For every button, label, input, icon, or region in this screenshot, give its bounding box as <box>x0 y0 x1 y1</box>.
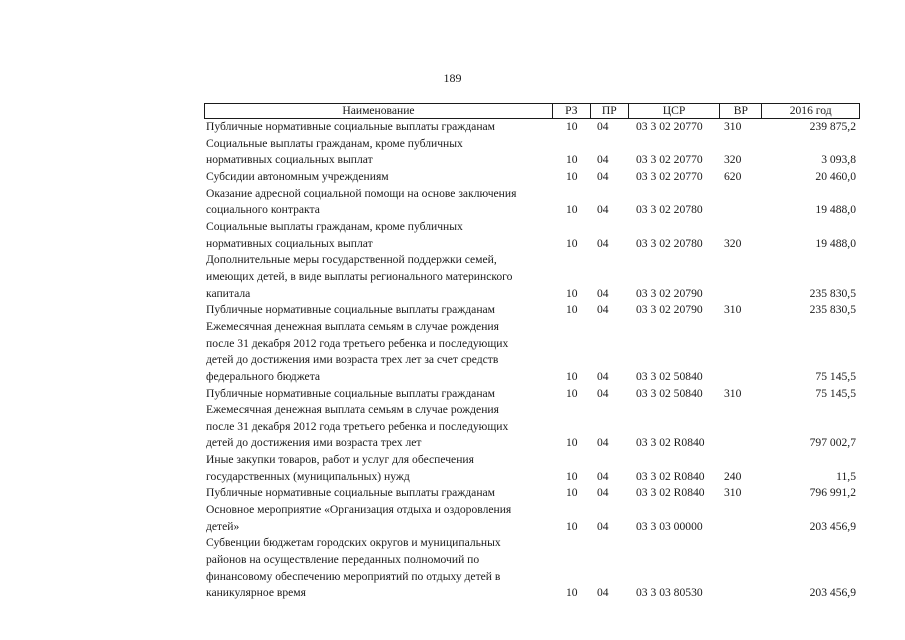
row-pr: 04 <box>597 286 609 300</box>
table-row <box>204 402 860 452</box>
header-csr: ЦСР <box>628 104 720 118</box>
row-name: Оказание адресной социальной помощи на основе заключения социального контракта <box>206 186 517 217</box>
row-name: Основное мероприятие «Организация отдыха и оздоровления детей» <box>206 503 512 533</box>
row-sum: 75 145,5 <box>815 386 856 400</box>
row-csr: 03 3 03 80530 <box>636 586 703 600</box>
row-pr: 04 <box>597 386 609 400</box>
row-name: Субвенции бюджетам городских округов и муниципальных районов на осуществление переданных полномочий по финансовому обеспечению мероприятий по отдыху детей в каникулярное время <box>206 536 501 600</box>
row-name: Публичные нормативные социальные выплаты гражданам <box>206 486 495 500</box>
row-name: Публичные нормативные социальные выплаты гражданам <box>206 120 495 133</box>
row-csr: 03 3 02 50840 <box>636 386 703 400</box>
row-sum: 20 460,0 <box>815 169 856 183</box>
table-row <box>204 186 860 219</box>
header-name: Наименование <box>342 104 415 117</box>
row-sum: 75 145,5 <box>815 369 856 383</box>
row-name: Иные закупки товаров, работ и услуг для обеспечения государственных (муниципальных) нужд <box>206 453 474 483</box>
row-sum: 235 830,5 <box>809 303 856 317</box>
row-csr: 03 3 02 20770 <box>636 153 703 167</box>
row-vr: 240 <box>724 469 742 483</box>
row-pr: 04 <box>597 303 609 317</box>
row-rz: 10 <box>566 169 578 183</box>
row-pr: 04 <box>597 203 609 217</box>
budget-table <box>204 103 860 602</box>
row-csr: 03 3 02 20770 <box>636 120 703 133</box>
row-sum: 3 093,8 <box>821 153 856 167</box>
row-pr: 04 <box>597 519 609 533</box>
row-rz: 10 <box>566 586 578 600</box>
row-sum: 11,5 <box>836 469 856 483</box>
row-sum: 235 830,5 <box>809 286 856 300</box>
row-rz: 10 <box>566 486 578 500</box>
row-sum: 19 488,0 <box>815 203 856 217</box>
row-csr: 03 3 02 20780 <box>636 236 703 250</box>
row-vr: 320 <box>724 153 742 167</box>
row-csr: 03 3 02 20780 <box>636 203 703 217</box>
header-vr: ВР <box>719 104 761 118</box>
table-row <box>204 302 860 319</box>
row-rz: 10 <box>566 469 578 483</box>
row-csr: 03 3 02 20770 <box>636 169 703 183</box>
row-pr: 04 <box>597 469 609 483</box>
row-pr: 04 <box>597 153 609 167</box>
row-name: Субсидии автономным учреждениям <box>206 169 389 183</box>
row-name: Социальные выплаты гражданам, кроме публичных нормативных социальных выплат <box>206 219 463 250</box>
row-rz: 10 <box>566 286 578 300</box>
row-rz: 10 <box>566 203 578 217</box>
page-number: 189 <box>443 71 462 85</box>
row-pr: 04 <box>597 169 609 183</box>
table-row <box>204 252 860 302</box>
row-csr: 03 3 02 50840 <box>636 369 703 383</box>
row-pr: 04 <box>597 586 609 600</box>
row-vr: 310 <box>724 486 742 500</box>
row-rz: 10 <box>566 120 578 133</box>
row-sum: 203 456,9 <box>809 586 856 600</box>
row-csr: 03 3 02 R0840 <box>636 486 705 500</box>
row-csr: 03 3 02 R0840 <box>636 436 705 450</box>
row-sum: 203 456,9 <box>809 519 856 533</box>
table-row <box>204 119 860 136</box>
row-rz: 10 <box>566 519 578 533</box>
table-row <box>204 136 860 169</box>
row-sum: 239 875,2 <box>809 120 856 133</box>
row-rz: 10 <box>566 303 578 317</box>
row-pr: 04 <box>597 369 609 383</box>
table-row <box>204 502 860 535</box>
row-name: Публичные нормативные социальные выплаты гражданам <box>206 303 495 317</box>
row-vr: 620 <box>724 169 742 183</box>
row-csr: 03 3 02 20790 <box>636 303 703 317</box>
table-row <box>204 386 860 403</box>
row-pr: 04 <box>597 236 609 250</box>
table-row <box>204 169 860 186</box>
row-csr: 03 3 02 R0840 <box>636 469 705 483</box>
row-name: Ежемесячная денежная выплата семьям в случае рождения после 31 декабря 2012 года третьего ребенка и последующих детей до достижения ими возраста трех лет за счет средств федерального бюджета <box>206 319 509 383</box>
table-row <box>204 219 860 252</box>
header-sum: 2016 год <box>761 104 859 118</box>
table-row <box>204 319 860 386</box>
row-name: Публичные нормативные социальные выплаты гражданам <box>206 386 495 400</box>
row-name: Социальные выплаты гражданам, кроме публичных нормативных социальных выплат <box>206 136 463 167</box>
row-vr: 310 <box>724 120 742 133</box>
row-rz: 10 <box>566 153 578 167</box>
row-rz: 10 <box>566 369 578 383</box>
table-row <box>204 485 860 502</box>
row-sum: 796 991,2 <box>809 486 856 500</box>
row-pr: 04 <box>597 120 609 133</box>
row-csr: 03 3 02 20790 <box>636 286 703 300</box>
table-row <box>204 452 860 485</box>
table-body <box>204 119 860 602</box>
header-rz: РЗ <box>552 104 590 118</box>
row-vr: 310 <box>724 303 742 317</box>
row-rz: 10 <box>566 386 578 400</box>
row-name: Дополнительные меры государственной поддержки семей, имеющих детей, в виде выплаты регионального материнского капитала <box>206 253 513 300</box>
row-rz: 10 <box>566 436 578 450</box>
row-pr: 04 <box>597 486 609 500</box>
header-pr: ПР <box>590 104 628 118</box>
row-sum: 797 002,7 <box>809 436 856 450</box>
row-vr: 320 <box>724 236 742 250</box>
row-name: Ежемесячная денежная выплата семьям в случае рождения после 31 декабря 2012 года третьего ребенка и последующих детей до достижения ими возраста трех лет <box>206 403 509 450</box>
row-rz: 10 <box>566 236 578 250</box>
row-sum: 19 488,0 <box>815 236 856 250</box>
row-pr: 04 <box>597 436 609 450</box>
row-csr: 03 3 03 00000 <box>636 519 703 533</box>
table-row <box>204 535 860 602</box>
row-vr: 310 <box>724 386 742 400</box>
table-header <box>204 103 860 119</box>
